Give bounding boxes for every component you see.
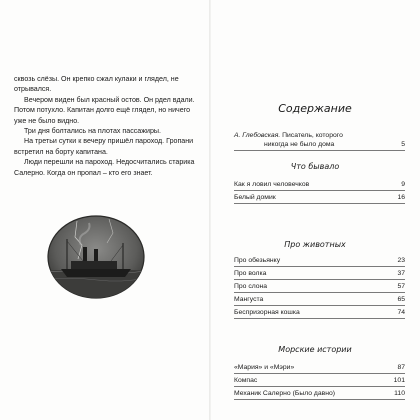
story-text bbox=[14, 74, 202, 178]
toc-entry-page: 110 bbox=[394, 390, 405, 397]
toc-title: Содержание bbox=[278, 102, 352, 115]
toc-entry[interactable] bbox=[234, 361, 405, 374]
right-page bbox=[210, 0, 420, 420]
toc-section-heading: Что бывало bbox=[290, 162, 340, 171]
toc-entry-page: 23 bbox=[397, 257, 405, 264]
toc-entry[interactable] bbox=[234, 191, 405, 204]
story-paragraph: Вечером виден был красный остов. Он рдел вдали. Потом потухло. Капитан долго ещё глядел, но ничего уже не было видно. bbox=[14, 95, 195, 125]
toc-entry[interactable] bbox=[234, 129, 405, 151]
story-paragraph: сквозь слёзы. Он крепко сжал кулаки и глядел, не отрывался. bbox=[14, 75, 179, 94]
toc-entry-page: 87 bbox=[397, 364, 405, 371]
toc-entry-page: 37 bbox=[397, 270, 405, 277]
toc-entry[interactable] bbox=[234, 254, 405, 267]
toc-section-heading: Морские истории bbox=[278, 345, 352, 354]
story-paragraph: На третьи сутки к вечеру пришёл пароход. Гропани встретил на борту капитана. bbox=[14, 137, 194, 156]
toc-entry-title: «Мария» и «Мэри» bbox=[234, 364, 295, 371]
toc-entry-title: Про слона bbox=[234, 283, 268, 290]
toc-entry[interactable] bbox=[234, 374, 405, 387]
toc-entry[interactable] bbox=[234, 178, 405, 191]
story-paragraph: Три дня болтались на плотах пассажиры. bbox=[24, 127, 161, 136]
steamship-illustration bbox=[47, 215, 145, 299]
toc-section-entries bbox=[234, 361, 405, 400]
toc-entry-author: А. Глебовская. bbox=[234, 132, 281, 139]
toc-entry-page: 65 bbox=[397, 296, 405, 303]
toc-entry-page: 16 bbox=[397, 194, 405, 201]
toc-entry-title: Как я ловил человечков bbox=[234, 181, 310, 188]
toc-section-entries bbox=[234, 178, 405, 204]
toc-entry-title: Мангуста bbox=[234, 296, 264, 303]
toc-entry[interactable] bbox=[234, 280, 405, 293]
toc-entry[interactable] bbox=[234, 306, 405, 319]
toc-entry-page: 5 bbox=[401, 141, 405, 148]
toc-intro-group bbox=[234, 129, 405, 151]
toc-section-entries bbox=[234, 254, 405, 319]
toc-entry-page: 101 bbox=[393, 377, 405, 384]
toc-entry-title: Про волка bbox=[234, 270, 267, 277]
toc-entry-title-line2: никогда не было дома bbox=[264, 141, 335, 148]
toc-entry-title: Про обезьянку bbox=[234, 257, 281, 264]
toc-entry[interactable] bbox=[234, 387, 405, 400]
toc-entry-title: Механик Салерно (Было давно) bbox=[234, 390, 336, 397]
toc-entry-page: 57 bbox=[397, 283, 405, 290]
toc-entry[interactable] bbox=[234, 267, 405, 280]
toc-entry-title bbox=[234, 131, 405, 149]
toc-entry[interactable] bbox=[234, 293, 405, 306]
toc-entry-title: Беспризорная кошка bbox=[234, 309, 300, 316]
toc-entry-page: 74 bbox=[397, 309, 405, 316]
toc-entry-page: 9 bbox=[401, 181, 405, 188]
toc-section-heading: Про животных bbox=[284, 240, 346, 249]
toc-entry-title-line1: Писатель, которого bbox=[282, 132, 343, 139]
toc-entry-title: Компас bbox=[234, 377, 258, 384]
toc-entry-title: Белый домик bbox=[234, 194, 276, 201]
story-paragraph: Люди перешли на пароход. Недосчитались старика Салерно. Когда он пропал – кто его знает. bbox=[14, 158, 195, 177]
